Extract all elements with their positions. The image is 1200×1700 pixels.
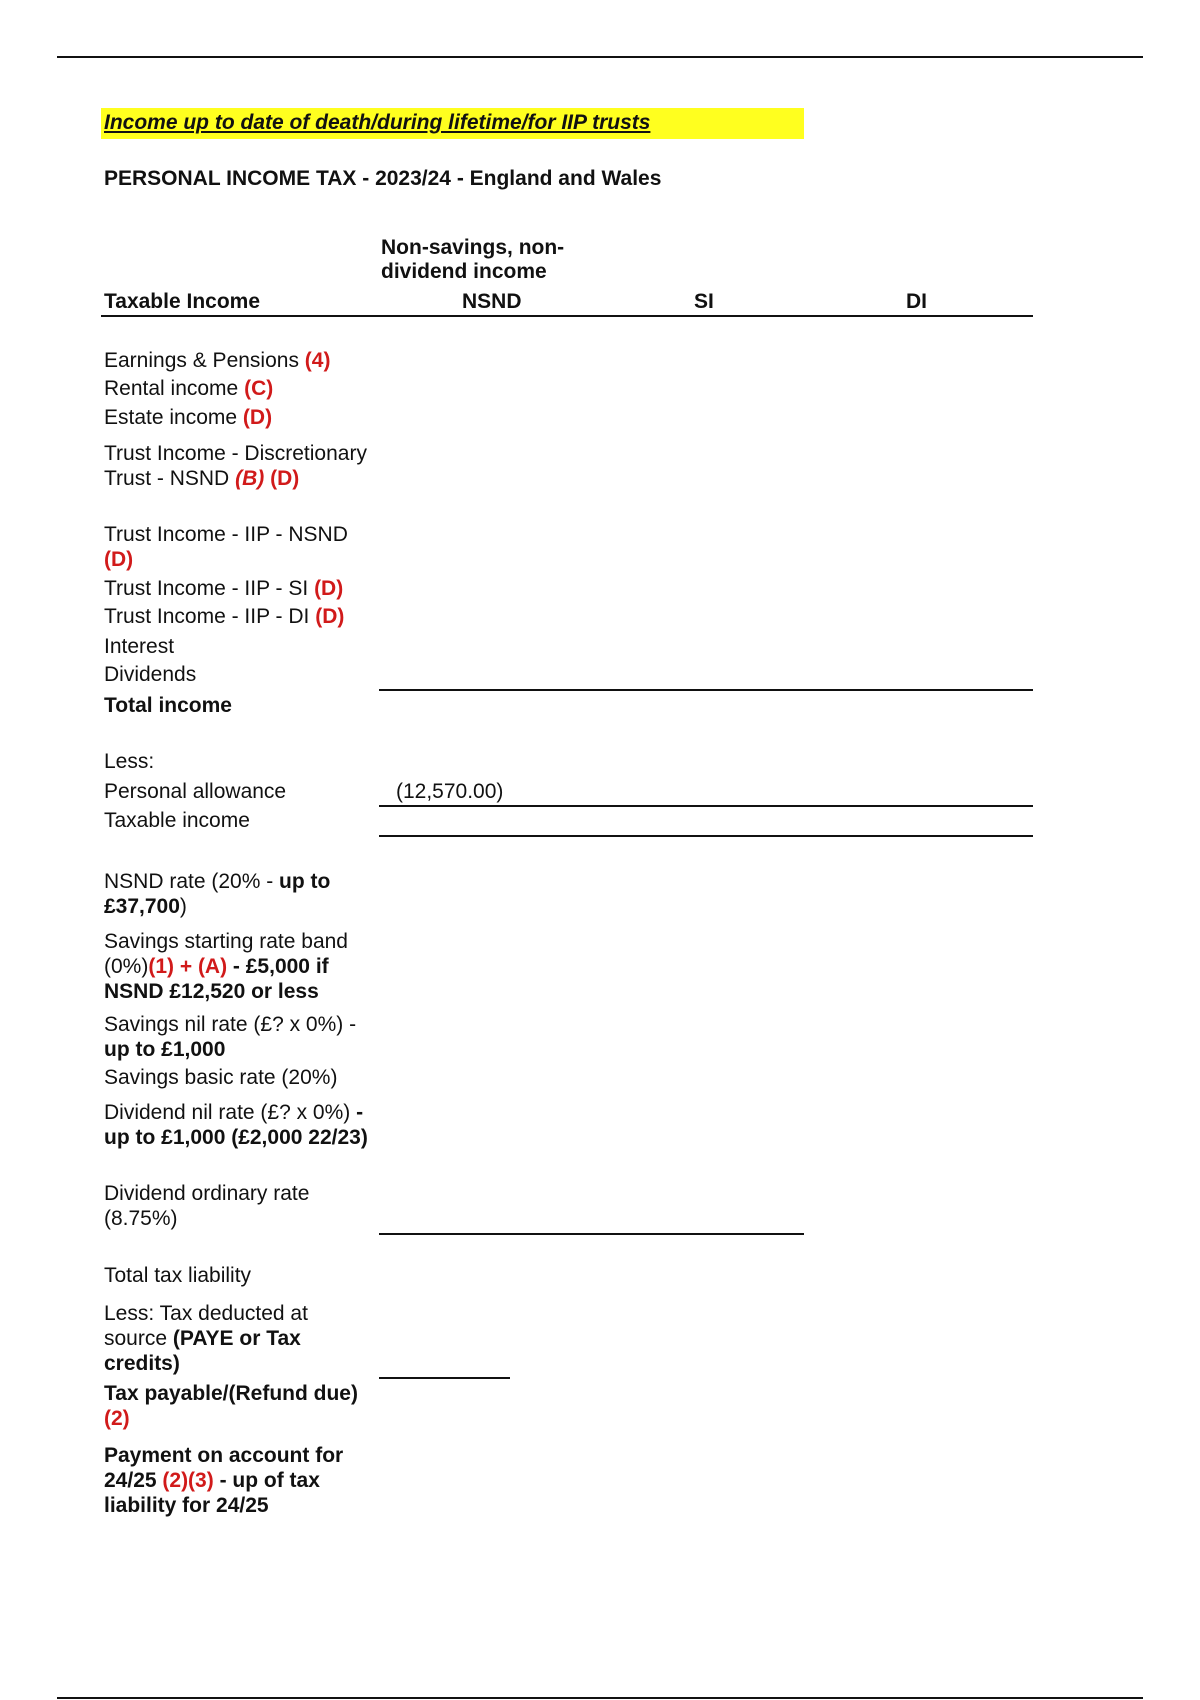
taxable-line: [379, 835, 1033, 837]
row-dividends: Dividends: [104, 663, 197, 686]
row-estate: Estate income (D): [104, 406, 273, 429]
document-subtitle: PERSONAL INCOME TAX - 2023/24 - England and Wales: [104, 167, 662, 190]
row-trust-iip-si: Trust Income - IIP - SI (D): [104, 577, 344, 600]
row-rental: Rental income (C): [104, 377, 274, 400]
row-trust-discretionary: Trust Income - Discretionary Trust - NSND (B) (D): [104, 442, 367, 490]
header-underline: [101, 315, 1033, 317]
taxable-income-header: Taxable Income: [104, 290, 261, 313]
row-trust-iip-di: Trust Income - IIP - DI (D): [104, 605, 345, 628]
payable-line: [379, 1377, 510, 1379]
allowance-line: [379, 805, 1033, 807]
row-nsnd-rate: NSND rate (20% - up to £37,700): [104, 870, 331, 918]
row-earnings: Earnings & Pensions (4): [104, 349, 331, 372]
row-personal-allowance: Personal allowance: [104, 780, 287, 803]
row-tax-payable: Tax payable/(Refund due) (2): [104, 1382, 358, 1430]
row-taxable-income: Taxable income: [104, 809, 250, 832]
row-less-tax-deducted: Less: Tax deducted at source (PAYE or Tax credits): [104, 1302, 308, 1375]
row-trust-iip-nsnd: Trust Income - IIP - NSND (D): [104, 523, 348, 571]
subtotal-line: [379, 689, 1033, 691]
row-savings-basic: Savings basic rate (20%): [104, 1066, 338, 1089]
row-total-income: Total income: [104, 694, 232, 717]
row-payment-on-account: Payment on account for 24/25 (2)(3) - up of tax liability for 24/25: [104, 1444, 344, 1517]
row-dividend-nil: Dividend nil rate (£? x 0%) - up to £1,000 (£2,000 22/23): [104, 1101, 368, 1149]
row-savings-starting: Savings starting rate band (0%)(1) + (A) - £5,000 if NSND £12,520 or less: [104, 930, 348, 1003]
nsnd-header: NSND: [462, 290, 522, 313]
row-total-tax: Total tax liability: [104, 1264, 252, 1287]
nsnd-description: Non-savings, non-dividend income: [381, 236, 565, 283]
tax-total-line: [379, 1233, 804, 1235]
document-title: Income up to date of death/during lifetime/for IIP trusts: [104, 111, 651, 134]
top-rule: [57, 56, 1143, 58]
row-less: Less:: [104, 750, 155, 773]
di-header: DI: [906, 290, 927, 313]
bottom-rule: [57, 1697, 1143, 1699]
row-savings-nil: Savings nil rate (£? x 0%) - up to £1,000: [104, 1013, 357, 1061]
personal-allowance-value: (12,570.00): [396, 780, 504, 803]
row-dividend-ordinary: Dividend ordinary rate (8.75%): [104, 1182, 310, 1230]
si-header: SI: [694, 290, 714, 313]
row-interest: Interest: [104, 635, 175, 658]
